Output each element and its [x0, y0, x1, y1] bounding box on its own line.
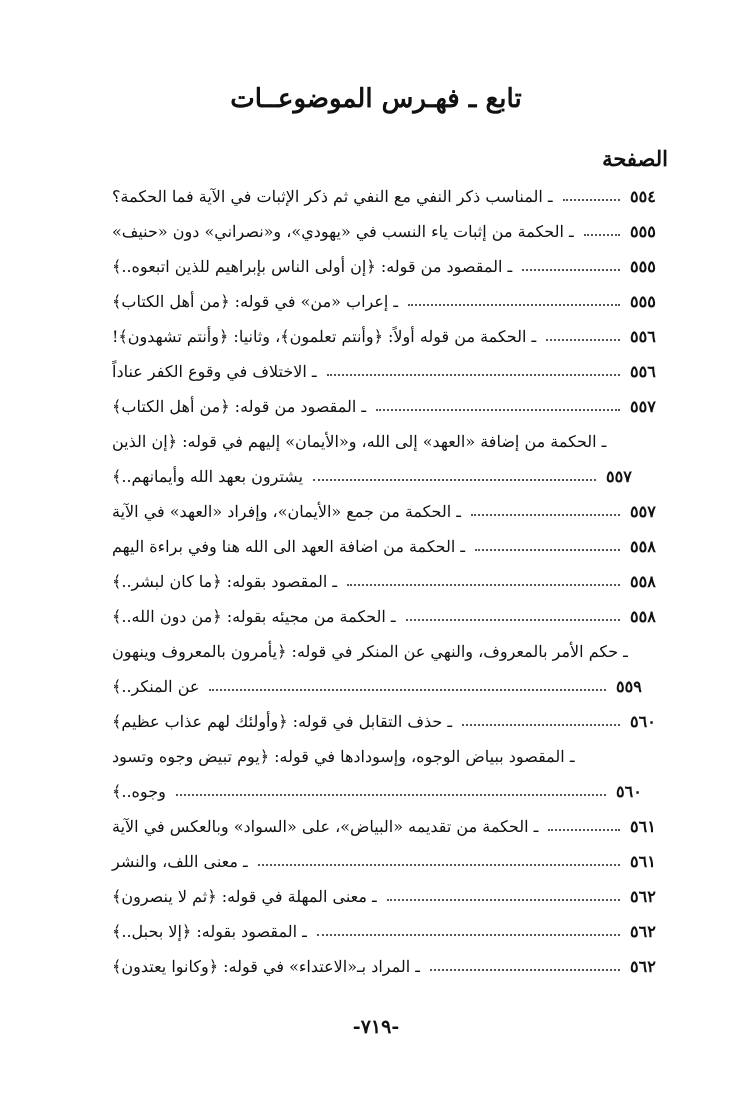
leader-dots: [475, 549, 620, 551]
entry-text: ـ المناسب ذكر النفي مع النفي ثم ذكر الإثبات في الآية فما الحكمة؟: [112, 186, 553, 206]
index-entry: [112, 913, 668, 949]
index-entry: [112, 738, 668, 774]
entry-text: ـ المقصود بقوله: ﴿إلا بحبل..﴾: [112, 921, 307, 941]
entry-text: ـ المقصود من قوله: ﴿إن أولى الناس بإبراهيم للذين اتبعوه..﴾: [112, 256, 513, 276]
leader-dots: [548, 829, 620, 831]
leader-dots: [347, 584, 620, 586]
index-entry: [112, 703, 668, 739]
entry-text: وجوه..﴾: [112, 781, 166, 801]
index-entry: [112, 808, 668, 844]
entry-page: ٥٥٨: [630, 606, 656, 626]
entry-text: يشترون بعهد الله وأيمانهم..﴾: [112, 466, 304, 486]
index-entry: [112, 948, 668, 984]
index-entry: [112, 423, 668, 459]
entry-page: ٥٥٨: [630, 571, 656, 591]
index-entry: [112, 283, 668, 319]
index-entry: [112, 598, 668, 634]
entry-page: ٥٦٠: [616, 781, 642, 801]
entry-page: ٥٦٢: [630, 956, 656, 976]
entry-page: ٥٥٥: [630, 291, 656, 311]
entry-page: ٥٥٨: [630, 536, 656, 556]
entry-page: ٥٥٤: [630, 186, 656, 206]
index-entry: [112, 213, 668, 249]
index-entry: [112, 563, 668, 599]
entry-page: ٥٥٧: [630, 501, 656, 521]
entry-page: ٥٥٦: [630, 326, 656, 346]
index-entry: [112, 528, 668, 564]
leader-dots: [376, 409, 620, 411]
index-entry: [112, 388, 668, 424]
index-entry-continued: [112, 668, 654, 704]
entry-text: ـ المقصود من قوله: ﴿من أهل الكتاب﴾: [112, 396, 367, 416]
entry-text: ـ الحكمة من مجيئه بقوله: ﴿من دون الله..﴾: [112, 606, 396, 626]
leader-dots: [522, 269, 620, 271]
leader-dots: [563, 199, 620, 201]
entry-page: ٥٦١: [630, 816, 656, 836]
entry-text: ـ الحكمة من إضافة «العهد» إلى الله، و«الأيمان» إليهم في قوله: ﴿إن الذين: [112, 431, 607, 451]
entry-text: ـ معنى المهلة في قوله: ﴿ثم لا ينصرون﴾: [112, 886, 377, 906]
index-entry: [112, 353, 668, 389]
entry-page: ٥٦٢: [630, 921, 656, 941]
entry-text: ـ المراد بـ«الاعتداء» في قوله: ﴿وكانوا يعتدون﴾: [112, 956, 420, 976]
entry-text: عن المنكر..﴾: [112, 676, 200, 696]
leader-dots: [387, 899, 620, 901]
entry-text: ـ المقصود بقوله: ﴿ما كان لبشر..﴾: [112, 571, 338, 591]
leader-dots: [462, 724, 620, 726]
entry-text: ـ الحكمة من جمع «الأيمان»، وإفراد «العهد» في الآية: [112, 501, 461, 521]
leader-dots: [327, 374, 620, 376]
leader-dots: [176, 794, 606, 796]
entry-page: ٥٥٩: [616, 676, 642, 696]
index-entry: [112, 878, 668, 914]
entry-text: ـ حذف التقابل في قوله: ﴿وأولئك لهم عذاب عظيم﴾: [112, 711, 453, 731]
entry-text: ـ إعراب «من» في قوله: ﴿من أهل الكتاب﴾: [112, 291, 399, 311]
entry-page: ٥٦٠: [630, 711, 656, 731]
entry-text: ـ الحكمة من اضافة العهد الى الله هنا وفي براءة اليهم: [112, 536, 466, 556]
entry-text: ـ حكم الأمر بالمعروف، والنهي عن المنكر في قوله: ﴿يأمرون بالمعروف وينهون: [112, 641, 628, 661]
entry-text: ـ معنى اللف، والنشر: [112, 851, 248, 871]
entry-text: ـ الاختلاف في وقوع الكفر عناداً: [112, 361, 317, 381]
index-entry: [112, 248, 668, 284]
entry-page: ٥٦١: [630, 851, 656, 871]
page-column-header: الصفحة: [602, 146, 668, 171]
index-entry: [112, 843, 668, 879]
page-number: -٧١٩-: [352, 1016, 400, 1038]
index-entry: [112, 178, 668, 214]
entry-text: ـ الحكمة من تقديمه «البياض»، على «السواد» وبالعكس في الآية: [112, 816, 539, 836]
leader-dots: [471, 514, 620, 516]
entry-page: ٥٥٧: [630, 396, 656, 416]
leader-dots: [313, 479, 596, 481]
page-title: تابع ـ فهـرس الموضوعــات: [230, 84, 522, 114]
entry-page: ٥٥٦: [630, 361, 656, 381]
leader-dots: [408, 304, 620, 306]
index-entry-continued: [112, 773, 654, 809]
leader-dots: [258, 864, 620, 866]
index-entry: [112, 493, 668, 529]
leader-dots: [317, 934, 620, 936]
entry-text: ـ الحكمة من إثبات ياء النسب في «يهودي»، و«نصراني» دون «حنيف»: [112, 221, 574, 241]
leader-dots: [546, 339, 620, 341]
index-entry: [112, 318, 668, 354]
entry-page: ٥٥٥: [630, 221, 656, 241]
leader-dots: [584, 234, 620, 236]
leader-dots: [430, 969, 620, 971]
entry-text: ـ المقصود ببياض الوجوه، وإسودادها في قوله: ﴿يوم تبيض وجوه وتسود: [112, 746, 575, 766]
leader-dots: [209, 689, 606, 691]
index-entry: [112, 633, 668, 669]
entry-page: ٥٥٧: [606, 466, 632, 486]
entry-page: ٥٦٢: [630, 886, 656, 906]
index-entry-continued: [112, 458, 644, 494]
leader-dots: [406, 619, 620, 621]
entry-page: ٥٥٥: [630, 256, 656, 276]
entry-text: ـ الحكمة من قوله أولاً: ﴿وأنتم تعلمون﴾، وثانيا: ﴿وأنتم تشهدون﴾!: [112, 326, 537, 346]
